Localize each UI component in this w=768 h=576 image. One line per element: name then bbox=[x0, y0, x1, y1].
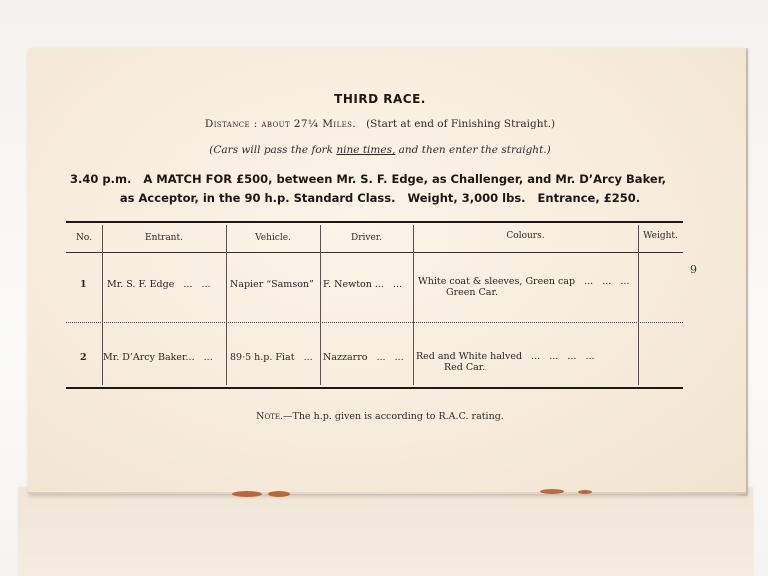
match-description bbox=[70, 170, 690, 208]
distance-label: Distance : about 27¼ Miles. bbox=[204, 118, 357, 130]
row-2-vehicle: 89·5 h.p. Fiat ... bbox=[230, 352, 313, 363]
row-2-colours: Red and White halved ... ... ... ... bbox=[416, 351, 595, 362]
column-divider bbox=[413, 225, 414, 385]
fork-instruction-start: (Cars will pass the fork bbox=[209, 144, 334, 156]
facing-page bbox=[18, 488, 753, 576]
staple-rust-mark bbox=[268, 491, 290, 497]
row-1-car-colour: Green Car. bbox=[446, 287, 498, 298]
fork-instruction-end: and then enter the straight.) bbox=[398, 144, 551, 156]
distance-detail: (Start at end of Finishing Straight.) bbox=[366, 118, 556, 130]
fork-instruction-count: nine times, bbox=[336, 144, 396, 156]
column-divider bbox=[638, 225, 639, 385]
header-colours: Colours. bbox=[506, 231, 545, 241]
row-2-car-colour: Red Car. bbox=[444, 362, 486, 373]
race-title: THIRD RACE. bbox=[334, 92, 426, 106]
distance-line bbox=[150, 118, 610, 130]
fork-instruction bbox=[150, 144, 610, 156]
row-1-number: 1 bbox=[80, 279, 87, 290]
page-number: 6 bbox=[690, 262, 697, 275]
header-entrant: Entrant. bbox=[145, 233, 183, 243]
row-2-driver: Nazzarro ... ... bbox=[323, 352, 404, 363]
footnote-text: —The h.p. given is according to R.A.C. rating. bbox=[283, 411, 504, 422]
row-2-entrant: Mr. D’Arcy Baker... ... bbox=[103, 352, 213, 363]
row-1-colours: White coat & sleeves, Green cap ... ... ... bbox=[418, 276, 630, 287]
header-vehicle: Vehicle. bbox=[255, 233, 291, 243]
row-1-driver: F. Newton ... ... bbox=[323, 279, 403, 290]
header-rule bbox=[66, 252, 683, 253]
entries-table bbox=[66, 221, 683, 391]
row-divider bbox=[66, 322, 683, 323]
match-line-1: 3.40 p.m. A MATCH FOR £500, between Mr. S. F. Edge, as Challenger, and Mr. D’Arcy Baker, bbox=[70, 172, 667, 186]
footnote-label: Note. bbox=[256, 411, 284, 422]
footnote bbox=[210, 411, 550, 422]
header-weight: Weight. bbox=[643, 231, 678, 241]
header-driver: Driver. bbox=[351, 233, 382, 243]
staple-rust-mark bbox=[540, 489, 564, 494]
column-divider bbox=[320, 225, 321, 385]
staple-rust-mark bbox=[578, 490, 592, 494]
fold-line bbox=[28, 492, 746, 494]
row-1-vehicle: Napier “Samson” bbox=[230, 279, 314, 290]
row-1-entrant: Mr. S. F. Edge ... ... bbox=[107, 279, 211, 290]
column-divider bbox=[226, 225, 227, 385]
match-line-2: as Acceptor, in the 90 h.p. Standard Class. Weight, 3,000 lbs. Entrance, £250. bbox=[119, 191, 641, 205]
table-top-rule bbox=[66, 221, 683, 223]
staple-rust-mark bbox=[232, 491, 262, 497]
table-bottom-rule bbox=[66, 387, 683, 389]
row-2-number: 2 bbox=[80, 352, 87, 363]
header-no: No. bbox=[76, 233, 92, 243]
